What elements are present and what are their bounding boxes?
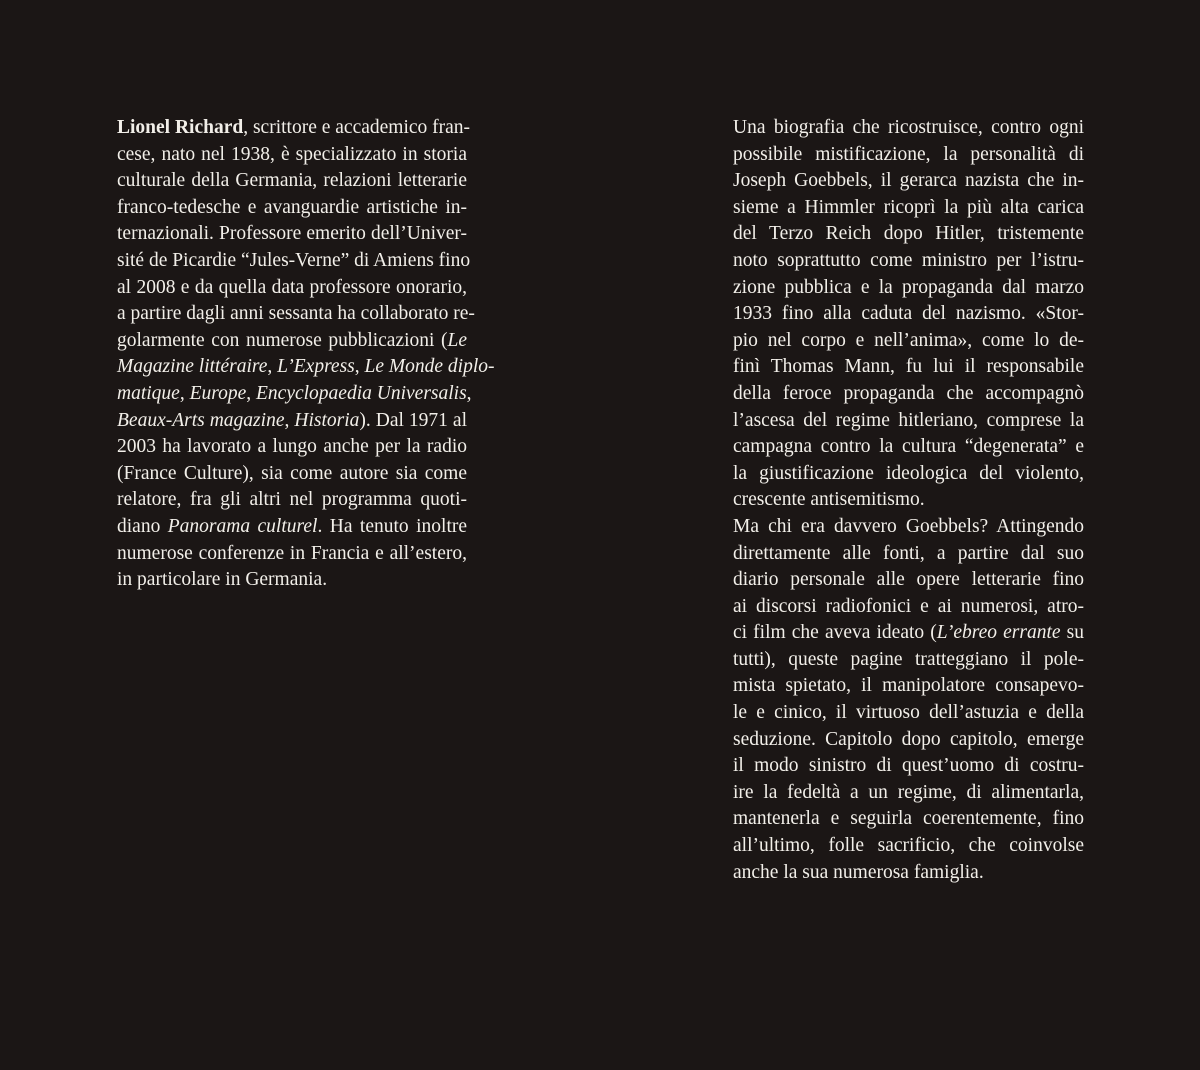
- text-run: sieme a Himmler ricoprì la più alta carica: [733, 196, 1084, 218]
- text-run: numerose conferenze in Francia e all’estero,: [117, 542, 467, 564]
- text-run: mantenerla e seguirla coerentemente, fino: [733, 808, 1084, 830]
- text-run: diano: [117, 515, 168, 537]
- italic-title: L’Express: [277, 356, 355, 378]
- text-run: . Ha tenuto inoltre: [317, 515, 468, 537]
- bio-line: [117, 567, 467, 594]
- bio-line: [117, 541, 467, 568]
- blurb-line: [733, 408, 1084, 435]
- author-name: Lionel Richard: [117, 117, 244, 138]
- text-run: noto soprattutto come ministro per l’istru-: [733, 249, 1084, 271]
- italic-title: Le: [447, 329, 467, 351]
- bio-line: [117, 408, 467, 435]
- blurb-line: [733, 434, 1084, 461]
- blurb-line: [733, 753, 1084, 780]
- text-run: (France Culture), sia come autore sia come: [117, 462, 467, 484]
- text-run: relatore, fra gli altri nel programma quoti-: [117, 489, 467, 511]
- text-run: Joseph Goebbels, il gerarca nazista che in-: [733, 170, 1084, 192]
- bio-line: [117, 221, 467, 248]
- blurb-line: [733, 673, 1084, 700]
- text-run: ,: [179, 382, 190, 404]
- blurb-line: [733, 620, 1084, 647]
- blurb-line: [733, 354, 1084, 381]
- text-run: il modo sinistro di quest’uomo di costru-: [733, 755, 1084, 777]
- text-run: mista spietato, il manipolatore consapevo-: [733, 675, 1084, 697]
- text-run: diario personale alle opere letterarie fino: [733, 569, 1084, 591]
- text-run: ,: [466, 382, 472, 404]
- text-run: le e cinico, il virtuoso dell’astuzia e della: [733, 702, 1084, 724]
- blurb-line: [733, 514, 1084, 541]
- text-run: ,: [284, 409, 295, 431]
- bio-line: [117, 168, 467, 195]
- text-run: ,: [267, 356, 278, 378]
- text-run: zione pubblica e la propaganda dal marzo: [733, 276, 1084, 298]
- bio-line: [117, 275, 467, 302]
- blurb-line: [733, 461, 1084, 488]
- italic-title: Le Monde diplo-: [364, 356, 495, 378]
- text-run: anche la sua numerosa famiglia.: [733, 861, 984, 883]
- text-run: franco-tedesche e avanguardie artistiche in-: [117, 196, 467, 218]
- text-run: crescente antisemitismo.: [733, 489, 925, 511]
- blurb-line: [733, 647, 1084, 674]
- text-run: 1933 fino alla caduta del nazismo. «Stor-: [733, 303, 1084, 325]
- blurb-line: [733, 594, 1084, 621]
- text-run: in particolare in Germania.: [117, 569, 328, 591]
- text-run: 2003 ha lavorato a lungo anche per la radio: [117, 436, 467, 458]
- bio-line: [117, 195, 467, 222]
- text-run: finì Thomas Mann, fu lui il responsabile: [733, 356, 1084, 378]
- book-blurb: [733, 115, 1084, 886]
- text-run: della feroce propaganda che accompagnò: [733, 382, 1084, 404]
- italic-title: matique: [117, 382, 180, 404]
- blurb-line: [733, 168, 1084, 195]
- text-run: , scrittore e accademico fran-: [243, 117, 471, 138]
- text-run: ternazionali. Professore emerito dell’Univer-: [117, 223, 467, 245]
- text-run: su: [1060, 622, 1085, 644]
- bio-line: [117, 354, 495, 381]
- blurb-line: [733, 541, 1084, 568]
- blurb-line: [733, 115, 1084, 142]
- italic-title: Encyclopaedia Universalis: [256, 382, 467, 404]
- blurb-line: [733, 328, 1084, 355]
- blurb-line: [733, 275, 1084, 302]
- text-run: culturale della Germania, relazioni letterarie: [117, 170, 467, 192]
- italic-title: Panorama culturel: [167, 515, 318, 537]
- text-run: la giustificazione ideologica del violento,: [733, 462, 1084, 484]
- blurb-line: [733, 487, 1084, 514]
- blurb-line: [733, 780, 1084, 807]
- bio-line: [117, 328, 467, 355]
- blurb-line: [733, 142, 1084, 169]
- italic-title: Beaux-Arts magazine: [117, 409, 285, 431]
- text-run: Una biografia che ricostruisce, contro ogni: [733, 117, 1084, 138]
- text-run: sité de Picardie “Jules-Verne” di Amiens fino: [117, 249, 471, 271]
- text-run: possibile mistificazione, la personalità di: [733, 143, 1084, 165]
- text-run: all’ultimo, folle sacrificio, che coinvolse: [733, 835, 1084, 857]
- text-run: direttamente alle fonti, a partire dal suo: [733, 542, 1084, 564]
- blurb-line: [733, 381, 1084, 408]
- text-run: seduzione. Capitolo dopo capitolo, emerge: [733, 728, 1084, 750]
- bio-line: [117, 434, 467, 461]
- blurb-line: [733, 833, 1084, 860]
- text-run: l’ascesa del regime hitleriano, comprese la: [733, 409, 1084, 431]
- italic-title: Europe: [189, 382, 247, 404]
- blurb-line: [733, 567, 1084, 594]
- bio-line: [117, 248, 471, 275]
- blurb-line: [733, 301, 1084, 328]
- bio-line: [117, 301, 475, 328]
- bio-line: [117, 461, 467, 488]
- blurb-line: [733, 221, 1084, 248]
- text-run: golarmente con numerose pubblicazioni (: [117, 329, 448, 351]
- text-run: cese, nato nel 1938, è specializzato in storia: [117, 143, 467, 165]
- blurb-line: [733, 700, 1084, 727]
- text-run: ). Dal 1971 al: [359, 409, 468, 431]
- text-run: ,: [246, 382, 257, 404]
- blurb-line: [733, 195, 1084, 222]
- text-run: ,: [354, 356, 365, 378]
- blurb-line: [733, 727, 1084, 754]
- text-run: del Terzo Reich dopo Hitler, tristemente: [733, 223, 1084, 245]
- italic-title: Magazine littéraire: [117, 356, 268, 378]
- text-run: tutti), queste pagine tratteggiano il pole-: [733, 648, 1084, 670]
- bio-line: [117, 115, 471, 142]
- text-run: al 2008 e da quella data professore onorario,: [117, 276, 467, 298]
- author-bio: [117, 115, 495, 594]
- text-run: ai discorsi radiofonici e ai numerosi, atro-: [733, 595, 1084, 617]
- bio-line: [117, 142, 467, 169]
- blurb-line: [733, 248, 1084, 275]
- text-run: Ma chi era davvero Goebbels? Attingendo: [733, 515, 1084, 537]
- blurb-line: [733, 860, 1084, 887]
- text-run: a partire dagli anni sessanta ha collaborato re-: [117, 303, 475, 325]
- italic-title: Historia: [294, 409, 360, 431]
- text-run: ire la fedeltà a un regime, di alimentarla,: [733, 781, 1084, 803]
- text-run: pio nel corpo e nell’anima», come lo de-: [733, 329, 1084, 351]
- blurb-line: [733, 806, 1084, 833]
- bio-line: [117, 381, 472, 408]
- bio-line: [117, 514, 467, 541]
- text-run: ci film che aveva ideato (: [733, 622, 937, 644]
- bio-line: [117, 487, 467, 514]
- text-run: campagna contro la cultura “degenerata” e: [733, 436, 1084, 458]
- italic-title: L’ebreo errante: [936, 622, 1061, 644]
